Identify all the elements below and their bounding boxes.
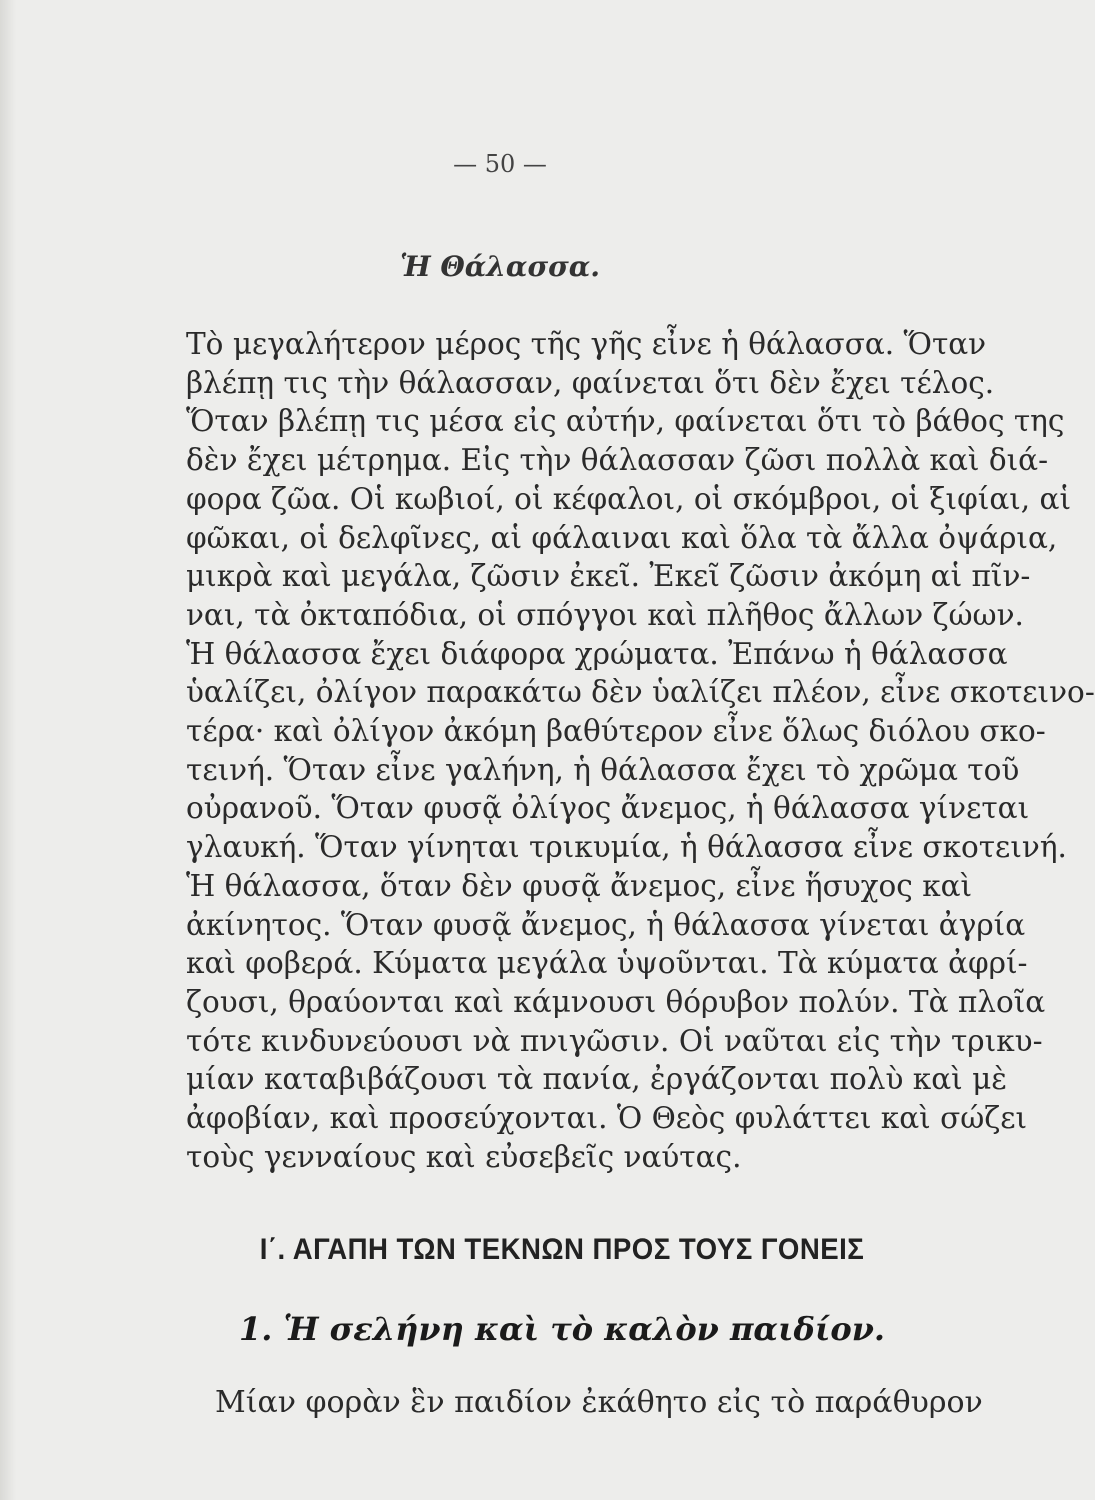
text-line: ναι, τὰ ὀκταπόδια, οἱ σπόγγοι καὶ πλῆθος ἄλλων ζώων.: [186, 597, 1024, 632]
text-line: βλέπῃ τις τὴν θάλασσαν, φαίνεται ὅτι δὲν ἔχει τέλος.: [186, 365, 995, 400]
text-line: οὐρανοῦ. Ὅταν φυσᾷ ὀλίγος ἄνεμος, ἡ θάλασσα γίνεται: [186, 791, 1030, 826]
text-line: γλαυκή. Ὅταν γίνηται τρικυμία, ἡ θάλασσα εἶνε σκοτεινή.: [186, 830, 1067, 865]
body-paragraph: [186, 325, 1095, 1176]
text-line: μίαν καταβιβάζουσι τὰ πανία, ἐργάζονται πολὺ καὶ μὲ: [186, 1062, 1008, 1097]
text-line: φορα ζῶα. Οἱ κωβιοί, οἱ κέφαλοι, οἱ σκόμβροι, οἱ ξιφίαι, αἱ: [186, 481, 1072, 516]
section-title: Ἡ Θάλασσα.: [399, 250, 601, 283]
chapter-heading: Ι΄. ΑΓΑΠΗ ΤΩΝ ΤΕΚΝΩΝ ΠΡΟΣ ΤΟΥΣ ΓΟΝΕΙΣ: [259, 1233, 865, 1266]
text-line: τότε κινδυνεύουσι νὰ πνιγῶσιν. Οἱ ναῦται εἰς τὴν τρικυ-: [186, 1023, 1043, 1058]
text-line: ἀφοβίαν, καὶ προσεύχονται. Ὁ Θεὸς φυλάττει καὶ σώζει: [186, 1101, 1028, 1136]
page-edge-shadow: [0, 0, 16, 1500]
text-line: ἀκίνητος. Ὅταν φυσᾷ ἄνεμος, ἡ θάλασσα γίνεται ἀγρία: [186, 907, 1026, 942]
text-line: δὲν ἔχει μέτρημα. Εἰς τὴν θάλασσαν ζῶσι πολλὰ καὶ διά-: [186, 443, 1049, 478]
text-line: ὑαλίζει, ὀλίγον παρακάτω δὲν ὑαλίζει πλέον, εἶνε σκοτεινο-: [186, 675, 1095, 710]
text-line: Τὸ μεγαλήτερον μέρος τῆς γῆς εἶνε ἡ θάλασσα. Ὅταν: [186, 327, 987, 361]
text-line: τεινή. Ὅταν εἶνε γαλήνη, ἡ θάλασσα ἔχει τὸ χρῶμα τοῦ: [186, 752, 1020, 787]
page-number: — 50 —: [453, 150, 547, 178]
story-title: 1. Ἡ σελήνη καὶ τὸ καλὸν παιδίον.: [238, 1310, 886, 1348]
text-line: καὶ φοβερά. Κύματα μεγάλα ὑψοῦνται. Τὰ κύματα ἀφρί-: [186, 946, 1028, 981]
text-line: τέρα· καὶ ὀλίγον ἀκόμη βαθύτερον εἶνε ὅλως διόλου σκο-: [186, 714, 1046, 749]
text-line: Ἡ θάλασσα, ὅταν δὲν φυσᾷ ἄνεμος, εἶνε ἥσυχος καὶ: [186, 868, 973, 903]
text-line: ζουσι, θραύονται καὶ κάμνουσι θόρυβον πολύν. Τὰ πλοῖα: [186, 984, 1046, 1019]
story-first-line: Μίαν φορὰν ἓν παιδίον ἐκάθητο εἰς τὸ παράθυρον: [215, 1385, 983, 1420]
text-line: τοὺς γενναίους καὶ εὐσεβεῖς ναύτας.: [186, 1139, 742, 1174]
text-line: Ἡ θάλασσα ἔχει διάφορα χρώματα. Ἐπάνω ἡ θάλασσα: [186, 636, 1008, 671]
text-line: Ὅταν βλέπῃ τις μέσα εἰς αὐτήν, φαίνεται ὅτι τὸ βάθος της: [186, 404, 1065, 439]
text-line: φῶκαι, οἱ δελφῖνες, αἱ φάλαιναι καὶ ὅλα τὰ ἄλλα ὀψάρια,: [186, 520, 1058, 555]
text-line: μικρὰ καὶ μεγάλα, ζῶσιν ἐκεῖ. Ἐκεῖ ζῶσιν ἀκόμη αἱ πῖν-: [186, 559, 1031, 594]
